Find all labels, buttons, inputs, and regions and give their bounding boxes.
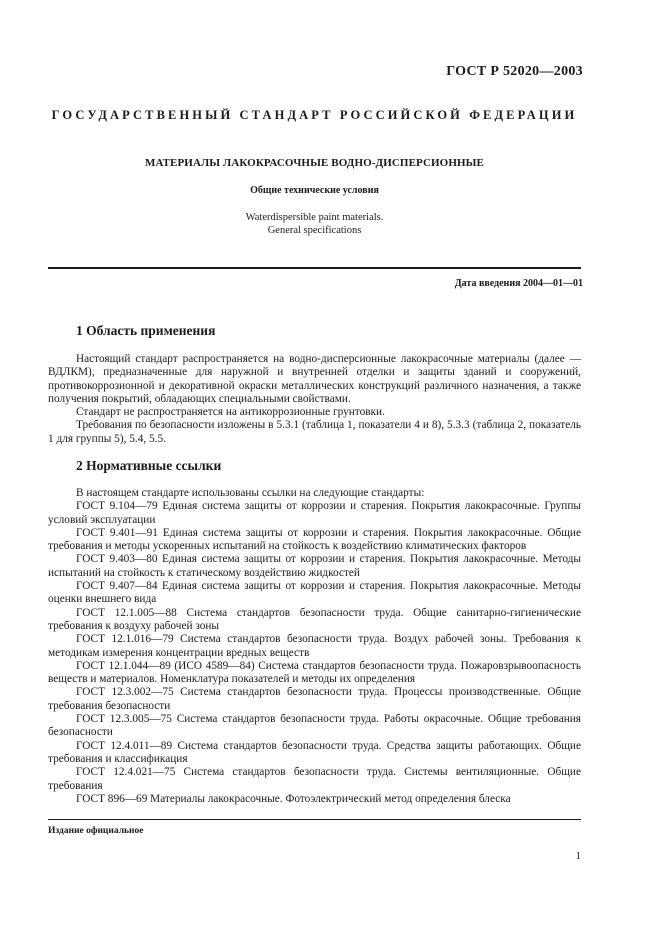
english-title-line2: General specifications: [267, 225, 362, 236]
reference-item: ГОСТ 9.401—91 Единая система защиты от коррозии и старения. Покрытия лакокрасочные. Общие требования и методы ускоренных испытаний на стойкость к воздействию климатических факторов: [48, 526, 581, 553]
standard-code: ГОСТ Р 52020—2003: [446, 64, 583, 79]
section-1-paragraph: Стандарт не распространяется на антикоррозионные грунтовки.: [76, 406, 385, 419]
official-edition-label: Издание официальное: [48, 826, 144, 836]
section-2-heading: 2 Нормативные ссылки: [76, 458, 222, 473]
reference-item: ГОСТ 9.407—84 Единая система защиты от коррозии и старения. Покрытия лакокрасочные. Методы оценки внешнего вида: [48, 580, 581, 606]
introduction-date: Дата введения 2004—01—01: [454, 278, 583, 289]
reference-item: ГОСТ 12.1.016—79 Система стандартов безопасности труда. Воздух рабочей зоны. Требования к методикам измерения концентрации вредных веществ: [48, 633, 581, 659]
section-2-body: [48, 487, 581, 806]
section-1-heading: 1 Область применения: [76, 323, 216, 338]
english-title-line1: Waterdispersible paint materials.: [245, 212, 384, 223]
reference-item: ГОСТ 9.104—79 Единая система защиты от коррозии и старения. Покрытия лакокрасочные. Группы условий эксплуатации: [48, 500, 581, 526]
section-2-intro: В настоящем стандарте использованы ссылки на следующие стандарты:: [76, 487, 425, 499]
top-divider: [48, 267, 581, 269]
reference-item: ГОСТ 12.3.002—75 Система стандартов безопасности труда. Процессы производственные. Общие требования безопасности: [48, 686, 581, 712]
reference-item: ГОСТ 12.4.011—89 Система стандартов безопасности труда. Средства защиты работающих. Общие требования и классификация: [48, 739, 581, 765]
section-1-paragraph: Требования по безопасности изложены в 5.3.1 (таблица 1, показатели 4 и 8), 5.3.3 (таблица 2, показатель 1 для группы 5), 5.4, 5.5.: [48, 419, 581, 445]
section-1-paragraph: Настоящий стандарт распространяется на водно-дисперсионные лакокрасочные материалы (далее — ВДЛКМ), предназначенные для наружной и внутренней отделки и защиты зданий и сооружений, противокоррозионной и декоративной окраски металлических конструкций различного назначения, а также получения покрытий, обладающих специальными свойствами.: [48, 353, 581, 405]
reference-item: ГОСТ 12.3.005—75 Система стандартов безопасности труда. Работы окрасочные. Общие требования безопасности: [48, 713, 581, 739]
document-title: МАТЕРИАЛЫ ЛАКОКРАСОЧНЫЕ ВОДНО-ДИСПЕРСИОННЫЕ: [145, 157, 484, 169]
section-1-body: [48, 353, 581, 446]
footer-divider: [48, 819, 581, 820]
state-standard-title: ГОСУДАРСТВЕННЫЙ СТАНДАРТ РОССИЙСКОЙ ФЕДЕРАЦИИ: [51, 108, 578, 122]
reference-item: ГОСТ 12.1.044—89 (ИСО 4589—84) Система стандартов безопасности труда. Пожаровзрывоопасность веществ и материалов. Номенклатура показателей и методы их определения: [48, 659, 581, 686]
english-title: [48, 211, 581, 237]
page-number: 1: [575, 850, 581, 862]
reference-item: ГОСТ 896—69 Материалы лакокрасочные. Фотоэлектрический метод определения блеска: [76, 792, 511, 805]
reference-item: ГОСТ 12.1.005—88 Система стандартов безопасности труда. Общие санитарно-гигиенические требования к воздуху рабочей зоны: [48, 606, 581, 632]
reference-item: ГОСТ 12.4.021—75 Система стандартов безопасности труда. Системы вентиляционные. Общие требования: [48, 766, 581, 792]
reference-item: ГОСТ 9.403—80 Единая система защиты от коррозии и старения. Покрытия лакокрасочные. Методы испытаний на стойкость к статическому воздействию жидкостей: [48, 553, 581, 579]
document-subtitle: Общие технические условия: [250, 185, 379, 196]
